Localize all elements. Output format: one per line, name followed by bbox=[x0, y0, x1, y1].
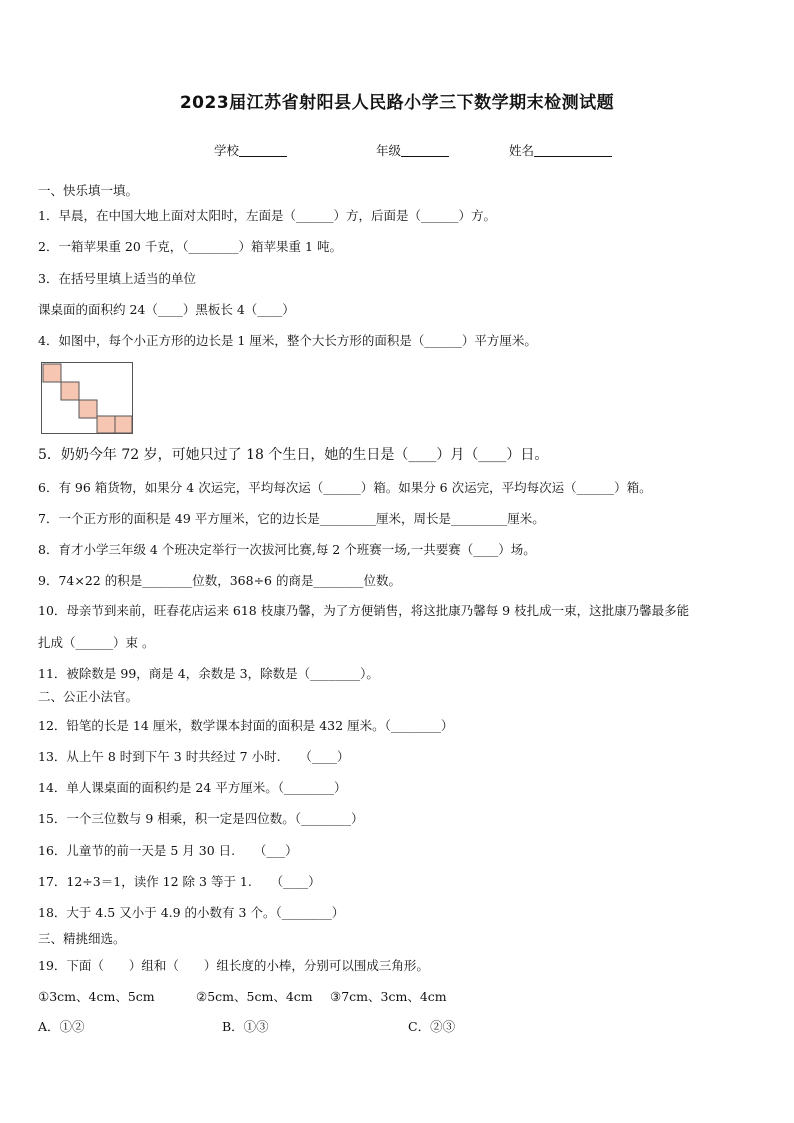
question-8: 8．育才小学三年级 4 个班决定举行一次拔河比赛,每 2 个班赛一场,一共要赛（____）场。 bbox=[38, 542, 536, 557]
question-17: 17．12÷3＝1，读作 12 除 3 等于 1. （____） bbox=[38, 874, 321, 889]
question-2: 2．一箱苹果重 20 千克，（________）箱苹果重 1 吨。 bbox=[38, 239, 342, 254]
page-title: 2023届江苏省射阳县人民路小学三下数学期末检测试题 bbox=[179, 93, 615, 113]
question-4: 4．如图中，每个小正方形的边长是 1 厘米，整个大长方形的面积是（______）平方厘米。 bbox=[38, 333, 537, 348]
grade-label: 年级 bbox=[376, 143, 402, 158]
question-19: 19．下面（ ）组和（ ）组长度的小棒，分别可以围成三角形。 bbox=[38, 958, 429, 973]
q19-choice-c[interactable]: C．②③ bbox=[408, 1019, 456, 1034]
question-7: 7．一个正方形的面积是 49 平方厘米，它的边长是_________厘米，周长是_________厘米。 bbox=[38, 511, 545, 526]
question-10-line-2: 扎成（______）束 。 bbox=[38, 635, 155, 650]
rectangle-grid-figure bbox=[41, 362, 133, 434]
question-15: 15．一个三位数与 9 相乘，积一定是四位数。（________） bbox=[38, 811, 364, 826]
question-13: 13．从上午 8 时到下午 3 时共经过 7 小时. （____） bbox=[38, 749, 350, 764]
question-3-line-2: 课桌面的面积约 24（____）黑板长 4（____） bbox=[38, 302, 295, 317]
shaded-square bbox=[97, 416, 115, 433]
shaded-square bbox=[61, 382, 79, 400]
name-field bbox=[509, 141, 612, 159]
q19-option-3: ③7cm、3cm、4cm bbox=[330, 989, 447, 1004]
question-18: 18．大于 4.5 又小于 4.9 的小数有 3 个。（________） bbox=[38, 905, 345, 920]
question-3: 3．在括号里填上适当的单位 bbox=[38, 271, 196, 286]
shaded-square bbox=[79, 400, 97, 418]
section-3-heading: 三、精挑细选。 bbox=[38, 931, 126, 946]
school-field bbox=[214, 141, 287, 159]
question-5: 5．奶奶今年 72 岁，可她只过了 18 个生日，她的生日是（____）月（____）日。 bbox=[38, 447, 549, 463]
question-10: 10．母亲节到来前，旺春花店运来 618 枝康乃馨，为了方便销售，将这批康乃馨每 9 枝扎成一束，这批康乃馨最多能 bbox=[38, 603, 690, 618]
q19-choice-a[interactable]: A．①② bbox=[38, 1019, 85, 1034]
name-blank bbox=[534, 143, 612, 157]
q19-option-1: ①3cm、4cm、5cm bbox=[38, 989, 155, 1004]
section-2-heading: 二、公正小法官。 bbox=[38, 689, 139, 704]
question-11: 11．被除数是 99，商是 4，余数是 3，除数是（________）。 bbox=[38, 666, 379, 681]
q19-choice-b[interactable]: B．①③ bbox=[222, 1019, 269, 1034]
grade-field bbox=[376, 141, 449, 159]
school-blank bbox=[239, 143, 287, 157]
section-1-heading: 一、快乐填一填。 bbox=[38, 183, 139, 198]
question-12: 12．铅笔的长是 14 厘米，数学课本封面的面积是 432 厘米。（________） bbox=[38, 718, 454, 733]
shaded-square bbox=[115, 416, 132, 433]
shaded-square bbox=[43, 364, 61, 382]
q19-option-2: ②5cm、5cm、4cm bbox=[196, 989, 313, 1004]
grade-blank bbox=[401, 143, 449, 157]
question-14: 14．单人课桌面的面积约是 24 平方厘米。（________） bbox=[38, 780, 347, 795]
question-6: 6．有 96 箱货物，如果分 4 次运完，平均每次运（______）箱。如果分 6 次运完，平均每次运（______）箱。 bbox=[38, 480, 652, 495]
question-16: 16．儿童节的前一天是 5 月 30 日. （___） bbox=[38, 843, 298, 858]
question-9: 9．74×22 的积是________位数，368÷6 的商是________位数。 bbox=[38, 573, 401, 588]
question-1: 1．早晨，在中国大地上面对太阳时，左面是（______）方，后面是（______）方。 bbox=[38, 208, 496, 223]
school-label: 学校 bbox=[214, 143, 240, 158]
name-label: 姓名 bbox=[509, 143, 535, 158]
